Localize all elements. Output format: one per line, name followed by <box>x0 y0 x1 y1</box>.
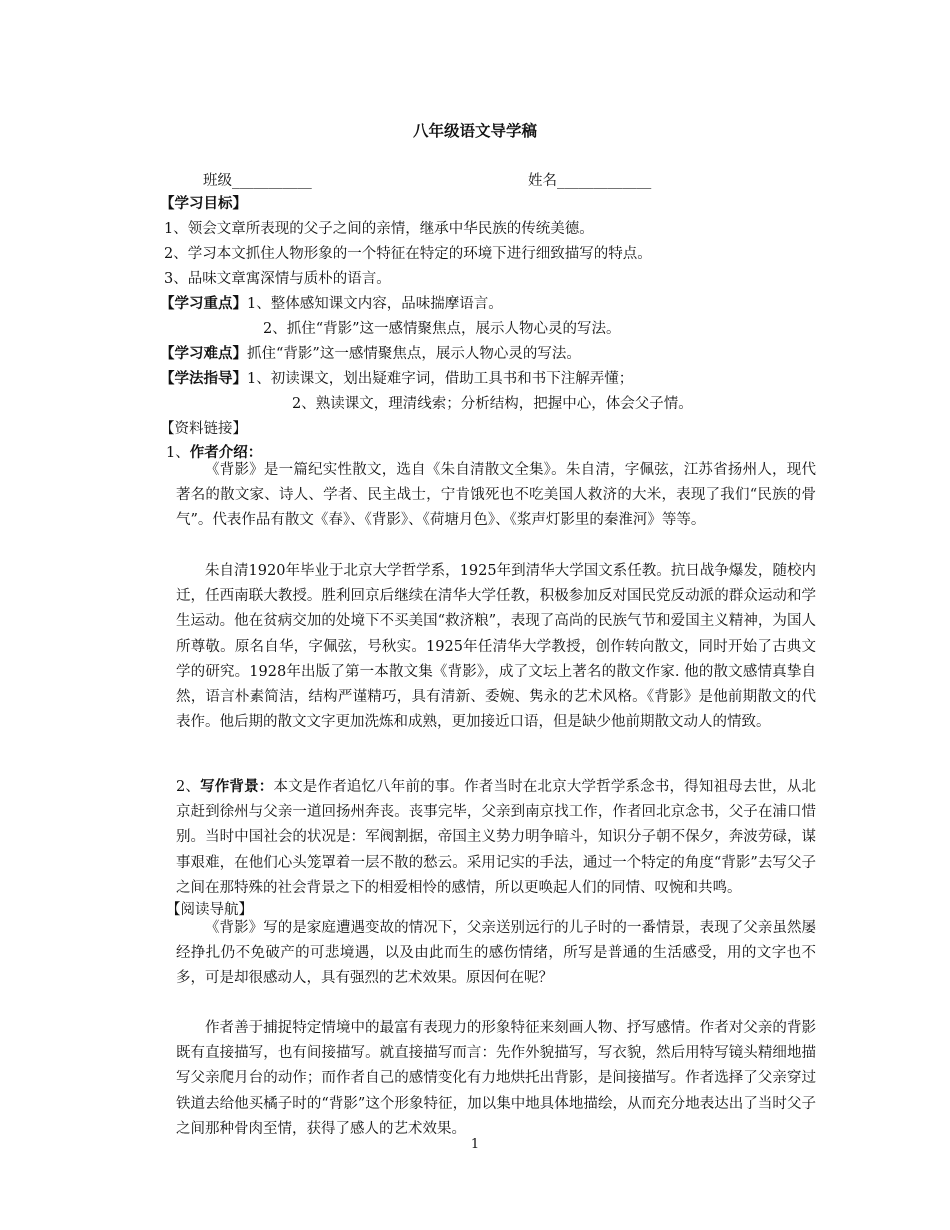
key-point-item: 1、整体感知课文内容，品味揣摩语言。 <box>247 296 503 312</box>
background-text: 本文是作者追忆八年前的事。作者当时在北京大学哲学系念书，得知祖母去世，从北京赶到徐州与父亲一道回扬州奔丧。丧事完毕，父亲到南京找工作，作者回北京念书，父子在浦口惜别。当时中国社会的状况是：军阀割据，帝国主义势力明争暗斗，知识分子朝不保夕，奔波劳碌，谋事艰难，在他们心头笼罩着一层不散的愁云。采用记实的手法，通过一个特定的角度“背影”去写父子之间在那特殊的社会背景之下的相爱相怜的感情，所以更唤起人们的同情、叹惋和共鸣。 <box>176 779 817 896</box>
author-intro-label: 作者介绍： <box>189 444 263 461</box>
difficulties-heading: 【学习难点】 <box>160 345 247 362</box>
name-label: 姓名 <box>528 173 557 189</box>
class-blank: ___________ <box>232 173 312 189</box>
name-blank: _____________ <box>557 173 652 189</box>
reading-guide-heading: 【阅读导航】 <box>166 902 253 918</box>
background-number: 2、 <box>176 779 201 795</box>
method-item: 2、熟读课文，理清线索；分析结构，把握中心，体会父子情。 <box>292 396 693 412</box>
difficulties-row <box>160 343 581 365</box>
key-points-row <box>160 293 503 315</box>
author-paragraph: 朱自清1920年毕业于北京大学哲学系，1925年到清华大学国文系任教。抗日战争爆发，随校内迁，任西南联大教授。胜利回京后继续在清华大学任教，积极参加反对国民党反动派的群众运动和学生运动。他在贫病交加的处境下不买美国“救济粮”，表现了高尚的民族气节和爱国主义精神，为国人所尊敬。原名自华，字佩弦，号秋实。1925年任清华大学教授，创作转向散文，同时开始了古典文学的研究。1928年出版了第一本散文集《背影》，成了文坛上著名的散文作家. 他的散文感情真挚自然，语言朴素简洁，结构严谨精巧，具有清新、委婉、隽永的艺术风格。《背影》是他前期散文的代表作。他后期的散文文字更加洗炼和成熟，更加接近口语，但是缺少他前期散文动人的情致。 <box>176 563 816 731</box>
class-field <box>203 170 312 192</box>
method-heading: 【学法指导】 <box>160 370 247 387</box>
key-point-item: 2、抓住“背影”这一感情聚焦点，展示人物心灵的写法。 <box>263 321 621 337</box>
background-label: 写作背景： <box>200 778 274 795</box>
materials-heading: 【资料链接】 <box>160 421 247 437</box>
page-number: 1 <box>470 1137 480 1152</box>
objectives-heading: 【学习目标】 <box>160 195 247 212</box>
page-title: 八年级语文导学稿 <box>412 121 537 140</box>
objective-item: 2、学习本文抓住人物形象的一个特征在特定的环境下进行细致描写的特点。 <box>164 246 652 262</box>
reading-guide-paragraph: 《背影》写的是家庭遭遇变故的情况下，父亲送别远行的儿子时的一番情景，表现了父亲虽然屡经挣扎仍不免破产的可悲境遇，以及由此而生的感伤情绪，所写是普通的生活感受，用的文字也不多，可是却很感动人，具有强烈的艺术效果。原因何在呢？ <box>176 920 816 987</box>
background-paragraph <box>176 774 816 901</box>
difficulties-text: 抓住“背影”这一感情聚焦点，展示人物心灵的写法。 <box>247 346 581 362</box>
key-points-heading: 【学习重点】 <box>160 295 247 312</box>
method-item: 1、初读课文，划出疑难字词，借助工具书和书下注解弄懂； <box>247 371 634 387</box>
name-field <box>528 170 651 192</box>
reading-guide-paragraph: 作者善于捕捉特定情境中的最富有表现力的形象特征来刻画人物、抒写感情。作者对父亲的背影既有直接描写，也有间接描写。就直接描写而言：先作外貌描写，写衣貌，然后用特写镜头精细地描写父亲爬月台的动作；而作者自己的感情变化有力地烘托出背影，是间接描写。作者选择了父亲穿过铁道去给他买橘子时的“背影”这个形象特征，加以集中地具体地描绘，从而充分地表达出了当时父子之间那种骨肉至情，获得了感人的艺术效果。 <box>176 1020 816 1137</box>
author-paragraph: 《背影》是一篇纪实性散文，选自《朱自清散文全集》。朱自清，字佩弦，江苏省扬州人，现代著名的散文家、诗人、学者、民主战士，宁肯饿死也不吃美国人救济的大米，表现了我们“民族的骨气”。代表作品有散文《春》、《背影》、《荷塘月色》、《浆声灯影里的秦淮河》等等。 <box>176 462 816 529</box>
objective-item: 3、品味文章寓深情与质朴的语言。 <box>164 271 391 287</box>
method-row <box>160 368 633 390</box>
class-label: 班级 <box>203 173 232 189</box>
objective-item: 1、领会文章所表现的父子之间的亲情，继承中华民族的传统美德。 <box>164 221 594 237</box>
author-intro-number: 1、 <box>166 445 190 461</box>
